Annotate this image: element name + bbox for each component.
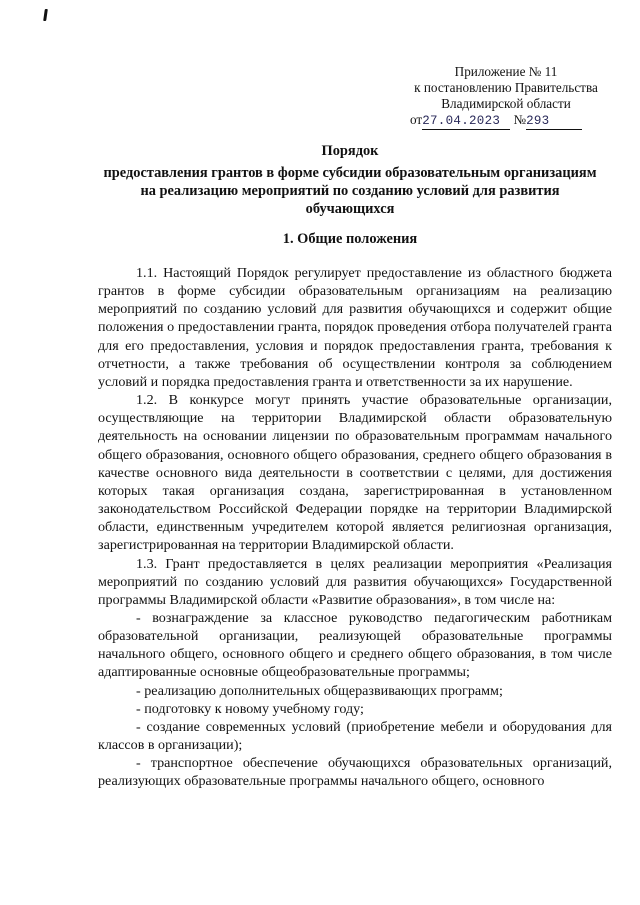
body-text [98, 264, 612, 791]
list-item-modern-conditions: - создание современных условий (приобретение мебели и оборудования для классов в организации); [98, 718, 612, 754]
list-item-school-year: - подготовку к новому учебному году; [136, 700, 364, 717]
scan-mark [43, 9, 48, 21]
appendix-line-1: Приложение № 11 [454, 64, 558, 79]
number-value: 293 [526, 113, 582, 130]
appendix-block [396, 64, 616, 130]
paragraph-1-1: 1.1. Настоящий Порядок регулирует предоставление из областного бюджета грантов в форме субсидии образовательным организациям на реализацию мероприятий по созданию условий для развития обучающихся и содержит общие положения о предоставлении гранта, порядок проведения отбора получателей гранта для его предоставления, условия и порядок предоставления гранта, требования к отчетности, а также требования об осуществлении контроля за соблюдением условий и порядка предоставления гранта и ответственности за их нарушение. [98, 265, 612, 390]
document-title [96, 142, 604, 218]
section-heading: 1. Общие положения [282, 231, 418, 247]
appendix-line-3: Владимирской области [441, 96, 571, 111]
title-line-1: Порядок [321, 143, 379, 159]
list-item-transport: - транспортное обеспечение обучающихся образовательных организаций, реализующих образовательные программы начального общего, основного [98, 755, 612, 790]
appendix-dateline [396, 112, 616, 130]
date-value: 27.04.2023 [422, 113, 510, 130]
title-line-2: предоставления грантов в форме субсидии образовательным организациям на реализацию мероприятий по созданию условий для развития обучающихся [103, 165, 597, 217]
list-item-extra-programs: - реализацию дополнительных общеразвивающих программ; [136, 682, 503, 699]
appendix-line-2: к постановлению Правительства [414, 80, 598, 95]
list-item-class-guidance: - вознаграждение за классное руководство педагогическим работникам образовательной организации, реализующей образовательные программы начального общего, основного общего и среднего общего образования, в том числе адаптированные основные общеобразовательные программы; [98, 609, 612, 681]
paragraph-1-3: 1.3. Грант предоставляется в целях реализации мероприятия «Реализация мероприятий по созданию условий для развития обучающихся» Государственной программы Владимирской области «Развитие образования», в том числе на: [98, 555, 612, 608]
number-prefix: № [513, 112, 527, 127]
date-prefix: от [410, 112, 423, 127]
paragraph-1-2: 1.2. В конкурсе могут принять участие образовательные организации, осуществляющие на территории Владимирской области образовательную деятельность на основании лицензии по образовательным программам начального общего образования, основного общего образования, среднего общего образования в качестве основного вида деятельности в соответствии с целями, для достижения которых такая организация создана, зарегистрированная в установленном законодательством Российской Федерации порядке на территории Владимирской области, единственным учредителем которой является религиозная организация, зарегистрированная на территории Владимирской области. [98, 392, 612, 554]
